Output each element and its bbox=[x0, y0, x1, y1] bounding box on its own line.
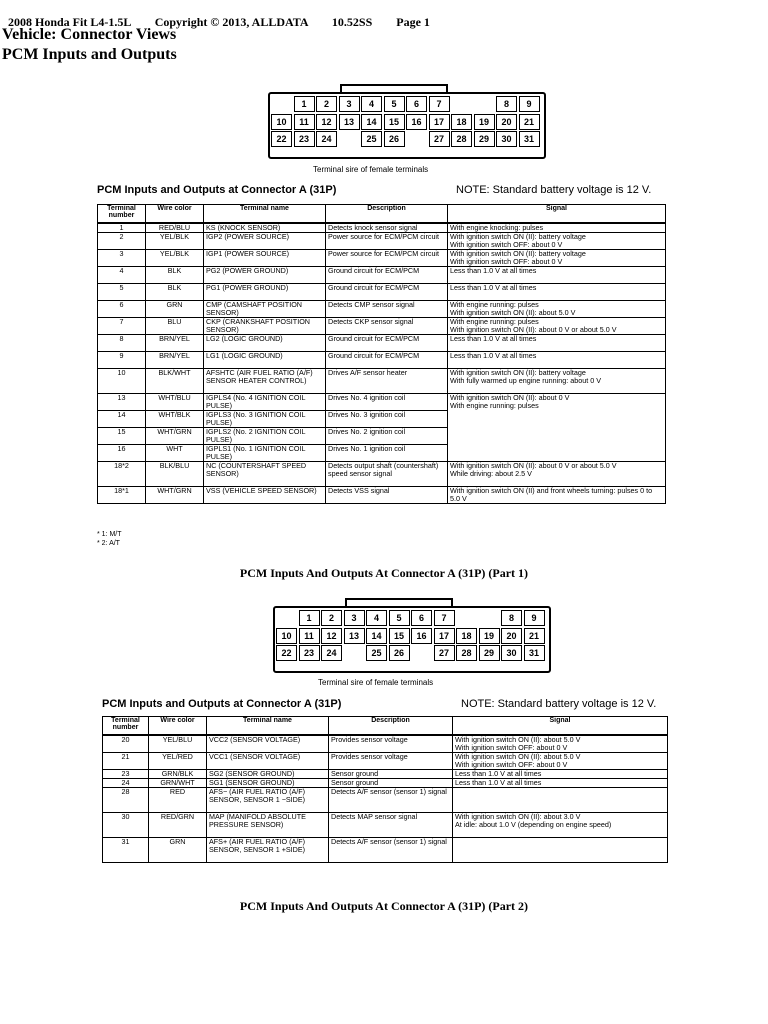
table-row bbox=[98, 368, 666, 393]
pin-8: 8 bbox=[501, 610, 522, 626]
pin-11: 11 bbox=[299, 628, 320, 644]
cell-wire-color: WHT/GRN bbox=[146, 427, 204, 444]
cell-terminal-name: AFS− (AIR FUEL RATIO (A/F) SENSOR, SENSOR 1 −SIDE) bbox=[207, 787, 329, 812]
header-vehicle: 2008 Honda Fit L4-1.5L bbox=[8, 15, 131, 29]
cell-description: Drives No. 4 ignition coil bbox=[326, 393, 448, 410]
connector-caption-part1: Terminal sire of female terminals bbox=[313, 165, 429, 174]
cell-signal: Less than 1.0 V at all times bbox=[448, 266, 666, 283]
pin-16: 16 bbox=[411, 628, 432, 644]
cell-description: Drives No. 2 ignition coil bbox=[326, 427, 448, 444]
pin-31: 31 bbox=[524, 645, 545, 661]
cell-terminal-name: LG2 (LOGIC GROUND) bbox=[204, 334, 326, 351]
cell-signal: With engine running: pulses With ignition switch ON (II): about 5.0 V bbox=[448, 300, 666, 317]
cell-signal: With ignition switch ON (II): about 0 V With engine running: pulses bbox=[448, 393, 666, 461]
cell-wire-color: YEL/BLU bbox=[149, 735, 207, 753]
pin-1: 1 bbox=[294, 96, 315, 112]
cell-signal bbox=[453, 787, 668, 812]
cell-terminal-name: IGPLS1 (No. 1 IGNITION COIL PULSE) bbox=[204, 444, 326, 461]
cell-wire-color: GRN bbox=[146, 300, 204, 317]
table-row bbox=[98, 351, 666, 368]
pin-20: 20 bbox=[501, 628, 522, 644]
cell-terminal: 6 bbox=[98, 300, 146, 317]
cell-description: Provides sensor voltage bbox=[329, 752, 453, 769]
connector-caption-part2: Terminal sire of female terminals bbox=[318, 678, 434, 687]
cell-terminal-name: IGPLS2 (No. 2 IGNITION COIL PULSE) bbox=[204, 427, 326, 444]
cell-terminal-name: IGP2 (POWER SOURCE) bbox=[204, 232, 326, 249]
cell-terminal-name: NC (COUNTERSHAFT SPEED SENSOR) bbox=[204, 461, 326, 486]
pin-12: 12 bbox=[316, 114, 337, 130]
table-row bbox=[103, 769, 668, 778]
header-version: 10.52SS bbox=[331, 15, 373, 29]
cell-terminal-name: VCC2 (SENSOR VOLTAGE) bbox=[207, 735, 329, 753]
header-copyright: Copyright © 2013, ALLDATA bbox=[154, 15, 308, 29]
cell-wire-color: WHT/BLK bbox=[146, 410, 204, 427]
cell-terminal: 9 bbox=[98, 351, 146, 368]
cell-description: Detects VSS signal bbox=[326, 486, 448, 503]
cell-wire-color: YEL/BLK bbox=[146, 249, 204, 266]
cell-terminal: 24 bbox=[103, 778, 149, 787]
pin-4: 4 bbox=[366, 610, 387, 626]
cell-terminal: 16 bbox=[98, 444, 146, 461]
cell-wire-color: BRN/YEL bbox=[146, 351, 204, 368]
cell-terminal-name: PG1 (POWER GROUND) bbox=[204, 283, 326, 300]
pin-26: 26 bbox=[389, 645, 410, 661]
pcm-table-part2 bbox=[102, 716, 668, 863]
cell-terminal: 28 bbox=[103, 787, 149, 812]
cell-signal: With engine knocking: pulses bbox=[448, 223, 666, 233]
cell-signal: Less than 1.0 V at all times bbox=[448, 351, 666, 368]
cell-wire-color: BLK/WHT bbox=[146, 368, 204, 393]
pin-17: 17 bbox=[434, 628, 455, 644]
page-title: Vehicle: Connector Views bbox=[2, 26, 177, 43]
cell-terminal: 1 bbox=[98, 223, 146, 233]
col-wire-color: Wire color bbox=[149, 717, 207, 735]
col-terminal-name: Terminal name bbox=[207, 717, 329, 735]
cell-description: Ground circuit for ECM/PCM bbox=[326, 266, 448, 283]
cell-terminal: 15 bbox=[98, 427, 146, 444]
cell-description: Detects A/F sensor (sensor 1) signal bbox=[329, 837, 453, 862]
cell-terminal: 8 bbox=[98, 334, 146, 351]
cell-signal bbox=[453, 837, 668, 862]
footnote-at: * 2: A/T bbox=[97, 540, 120, 547]
table-row bbox=[98, 283, 666, 300]
pin-29: 29 bbox=[474, 131, 495, 147]
pin-5: 5 bbox=[384, 96, 405, 112]
table-row bbox=[98, 317, 666, 334]
cell-wire-color: YEL/BLK bbox=[146, 232, 204, 249]
cell-description: Ground circuit for ECM/PCM bbox=[326, 334, 448, 351]
connector-latch bbox=[340, 84, 448, 94]
pin-15: 15 bbox=[384, 114, 405, 130]
cell-signal: With ignition switch ON (II): about 5.0 V With ignition switch OFF: about 0 V bbox=[453, 752, 668, 769]
pin-18: 18 bbox=[451, 114, 472, 130]
table-row bbox=[98, 232, 666, 249]
cell-description: Provides sensor voltage bbox=[329, 735, 453, 753]
pin-24: 24 bbox=[321, 645, 342, 661]
cell-wire-color: BLK bbox=[146, 266, 204, 283]
cell-terminal-name: VCC1 (SENSOR VOLTAGE) bbox=[207, 752, 329, 769]
pin-20: 20 bbox=[496, 114, 517, 130]
pin-6: 6 bbox=[406, 96, 427, 112]
cell-signal: Less than 1.0 V at all times bbox=[448, 283, 666, 300]
cell-terminal-name: IGPLS3 (No. 3 IGNITION COIL PULSE) bbox=[204, 410, 326, 427]
battery-note-part2: NOTE: Standard battery voltage is 12 V. bbox=[461, 698, 657, 710]
cell-terminal-name: KS (KNOCK SENSOR) bbox=[204, 223, 326, 233]
table-row bbox=[98, 486, 666, 503]
pin-7: 7 bbox=[434, 610, 455, 626]
cell-wire-color: WHT bbox=[146, 444, 204, 461]
table-row bbox=[103, 837, 668, 862]
pin-27: 27 bbox=[429, 131, 450, 147]
cell-description: Drives No. 3 ignition coil bbox=[326, 410, 448, 427]
cell-terminal-name: IGP1 (POWER SOURCE) bbox=[204, 249, 326, 266]
pin-28: 28 bbox=[456, 645, 477, 661]
cell-description: Detects knock sensor signal bbox=[326, 223, 448, 233]
cell-signal: Less than 1.0 V at all times bbox=[453, 778, 668, 787]
pin-17: 17 bbox=[429, 114, 450, 130]
pin-5: 5 bbox=[389, 610, 410, 626]
cell-description: Power source for ECM/PCM circuit bbox=[326, 249, 448, 266]
battery-note-part1: NOTE: Standard battery voltage is 12 V. bbox=[456, 184, 652, 196]
table-row bbox=[98, 249, 666, 266]
cell-terminal: 4 bbox=[98, 266, 146, 283]
pin-blank bbox=[344, 645, 365, 661]
cell-signal: With ignition switch ON (II): battery voltage With fully warmed up engine running: about 0 V bbox=[448, 368, 666, 393]
cell-wire-color: WHT/GRN bbox=[146, 486, 204, 503]
cell-terminal: 18*1 bbox=[98, 486, 146, 503]
cell-description: Ground circuit for ECM/PCM bbox=[326, 351, 448, 368]
pin-26: 26 bbox=[384, 131, 405, 147]
col-signal: Signal bbox=[453, 717, 668, 735]
col-terminal-number: Terminal number bbox=[103, 717, 149, 735]
cell-wire-color: GRN/BLK bbox=[149, 769, 207, 778]
table-row bbox=[98, 461, 666, 486]
cell-signal: Less than 1.0 V at all times bbox=[453, 769, 668, 778]
cell-terminal: 5 bbox=[98, 283, 146, 300]
cell-wire-color: YEL/RED bbox=[149, 752, 207, 769]
cell-description: Detects A/F sensor (sensor 1) signal bbox=[329, 787, 453, 812]
cell-signal: With ignition switch ON (II): about 5.0 V With ignition switch OFF: about 0 V bbox=[453, 735, 668, 753]
pin-10: 10 bbox=[271, 114, 292, 130]
cell-terminal: 18*2 bbox=[98, 461, 146, 486]
cell-wire-color: BLU bbox=[146, 317, 204, 334]
pin-21: 21 bbox=[524, 628, 545, 644]
cell-terminal-name: MAP (MANIFOLD ABSOLUTE PRESSURE SENSOR) bbox=[207, 812, 329, 837]
cell-description: Detects CMP sensor signal bbox=[326, 300, 448, 317]
cell-terminal: 30 bbox=[103, 812, 149, 837]
pin-25: 25 bbox=[366, 645, 387, 661]
table-row bbox=[103, 787, 668, 812]
pin-23: 23 bbox=[299, 645, 320, 661]
pin-31: 31 bbox=[519, 131, 540, 147]
pin-1: 1 bbox=[299, 610, 320, 626]
cell-description: Detects CKP sensor signal bbox=[326, 317, 448, 334]
cell-wire-color: RED/GRN bbox=[149, 812, 207, 837]
pin-18: 18 bbox=[456, 628, 477, 644]
cell-terminal: 13 bbox=[98, 393, 146, 410]
cell-signal: With ignition switch ON (II) and front wheels turning: pulses 0 to 5.0 V bbox=[448, 486, 666, 503]
cell-wire-color: BRN/YEL bbox=[146, 334, 204, 351]
cell-terminal: 7 bbox=[98, 317, 146, 334]
pin-9: 9 bbox=[519, 96, 540, 112]
table-row bbox=[98, 223, 666, 233]
cell-terminal-name: VSS (VEHICLE SPEED SENSOR) bbox=[204, 486, 326, 503]
col-signal: Signal bbox=[448, 205, 666, 223]
pin-24: 24 bbox=[316, 131, 337, 147]
pin-2: 2 bbox=[316, 96, 337, 112]
cell-description: Sensor ground bbox=[329, 778, 453, 787]
connector-latch bbox=[345, 598, 453, 608]
page-subtitle: PCM Inputs and Outputs bbox=[2, 46, 177, 63]
cell-wire-color: GRN/WHT bbox=[149, 778, 207, 787]
pcm-table-part1 bbox=[97, 204, 666, 504]
cell-signal: With ignition switch ON (II): about 3.0 V At idle: about 1.0 V (depending on engine speed) bbox=[453, 812, 668, 837]
table-row bbox=[103, 812, 668, 837]
pin-3: 3 bbox=[344, 610, 365, 626]
table-row bbox=[98, 266, 666, 283]
pin-2: 2 bbox=[321, 610, 342, 626]
cell-wire-color: BLK bbox=[146, 283, 204, 300]
pin-blank bbox=[411, 645, 432, 661]
table-heading-part2: PCM Inputs and Outputs at Connector A (31P) bbox=[102, 698, 342, 710]
pin-29: 29 bbox=[479, 645, 500, 661]
cell-terminal-name: LG1 (LOGIC GROUND) bbox=[204, 351, 326, 368]
pin-10: 10 bbox=[276, 628, 297, 644]
cell-terminal-name: CMP (CAMSHAFT POSITION SENSOR) bbox=[204, 300, 326, 317]
pin-3: 3 bbox=[339, 96, 360, 112]
pin-23: 23 bbox=[294, 131, 315, 147]
pin-blank bbox=[339, 131, 360, 147]
pin-21: 21 bbox=[519, 114, 540, 130]
pin-14: 14 bbox=[361, 114, 382, 130]
cell-terminal: 23 bbox=[103, 769, 149, 778]
pin-25: 25 bbox=[361, 131, 382, 147]
pin-15: 15 bbox=[389, 628, 410, 644]
pin-16: 16 bbox=[406, 114, 427, 130]
pin-28: 28 bbox=[451, 131, 472, 147]
cell-wire-color: WHT/BLU bbox=[146, 393, 204, 410]
caption-part1: PCM Inputs And Outputs At Connector A (31P) (Part 1) bbox=[239, 566, 529, 580]
pin-8: 8 bbox=[496, 96, 517, 112]
cell-terminal: 21 bbox=[103, 752, 149, 769]
cell-terminal: 2 bbox=[98, 232, 146, 249]
footnote-mt: * 1: M/T bbox=[97, 531, 122, 538]
pin-blank bbox=[406, 131, 427, 147]
cell-description: Ground circuit for ECM/PCM bbox=[326, 283, 448, 300]
col-terminal-name: Terminal name bbox=[204, 205, 326, 223]
cell-terminal-name: AFS+ (AIR FUEL RATIO (A/F) SENSOR, SENSOR 1 +SIDE) bbox=[207, 837, 329, 862]
cell-signal: With ignition switch ON (II): about 0 V or about 5.0 V While driving: about 2.5 V bbox=[448, 461, 666, 486]
table-row bbox=[103, 752, 668, 769]
cell-description: Drives No. 1 ignition coil bbox=[326, 444, 448, 461]
cell-wire-color: RED/BLU bbox=[146, 223, 204, 233]
table-row bbox=[103, 735, 668, 753]
pin-22: 22 bbox=[271, 131, 292, 147]
cell-signal: With ignition switch ON (II): battery voltage With ignition switch OFF: about 0 V bbox=[448, 249, 666, 266]
cell-description: Power source for ECM/PCM circuit bbox=[326, 232, 448, 249]
pin-27: 27 bbox=[434, 645, 455, 661]
cell-description: Drives A/F sensor heater bbox=[326, 368, 448, 393]
table-heading-part1: PCM Inputs and Outputs at Connector A (31P) bbox=[97, 184, 337, 196]
pin-13: 13 bbox=[339, 114, 360, 130]
cell-signal: With engine running: pulses With ignition switch ON (II): about 0 V or about 5.0 V bbox=[448, 317, 666, 334]
pin-30: 30 bbox=[501, 645, 522, 661]
table-row bbox=[98, 334, 666, 351]
col-description: Description bbox=[326, 205, 448, 223]
pin-4: 4 bbox=[361, 96, 382, 112]
pin-12: 12 bbox=[321, 628, 342, 644]
cell-terminal-name: AFSHTC (AIR FUEL RATIO (A/F) SENSOR HEATER CONTROL) bbox=[204, 368, 326, 393]
table-row bbox=[98, 300, 666, 317]
cell-wire-color: GRN bbox=[149, 837, 207, 862]
col-terminal-number: Terminal number bbox=[98, 205, 146, 223]
pin-30: 30 bbox=[496, 131, 517, 147]
cell-terminal-name: CKP (CRANKSHAFT POSITION SENSOR) bbox=[204, 317, 326, 334]
cell-description: Detects output shaft (countershaft) speed sensor signal bbox=[326, 461, 448, 486]
cell-terminal: 3 bbox=[98, 249, 146, 266]
col-description: Description bbox=[329, 717, 453, 735]
cell-signal: With ignition switch ON (II): battery voltage With ignition switch OFF: about 0 V bbox=[448, 232, 666, 249]
table-row bbox=[103, 778, 668, 787]
col-wire-color: Wire color bbox=[146, 205, 204, 223]
cell-wire-color: BLK/BLU bbox=[146, 461, 204, 486]
pin-14: 14 bbox=[366, 628, 387, 644]
cell-terminal-name: SG2 (SENSOR GROUND) bbox=[207, 769, 329, 778]
cell-terminal: 10 bbox=[98, 368, 146, 393]
pin-6: 6 bbox=[411, 610, 432, 626]
pin-19: 19 bbox=[474, 114, 495, 130]
caption-part2: PCM Inputs And Outputs At Connector A (31P) (Part 2) bbox=[239, 899, 529, 913]
cell-terminal-name: IGPLS4 (No. 4 IGNITION COIL PULSE) bbox=[204, 393, 326, 410]
pin-9: 9 bbox=[524, 610, 545, 626]
cell-description: Detects MAP sensor signal bbox=[329, 812, 453, 837]
cell-terminal-name: SG1 (SENSOR GROUND) bbox=[207, 778, 329, 787]
header-page: Page 1 bbox=[396, 15, 430, 29]
cell-terminal: 14 bbox=[98, 410, 146, 427]
pin-11: 11 bbox=[294, 114, 315, 130]
pin-7: 7 bbox=[429, 96, 450, 112]
pin-19: 19 bbox=[479, 628, 500, 644]
cell-wire-color: RED bbox=[149, 787, 207, 812]
cell-description: Sensor ground bbox=[329, 769, 453, 778]
cell-terminal-name: PG2 (POWER GROUND) bbox=[204, 266, 326, 283]
table-row bbox=[98, 393, 666, 410]
cell-terminal: 20 bbox=[103, 735, 149, 753]
cell-signal: Less than 1.0 V at all times bbox=[448, 334, 666, 351]
pin-13: 13 bbox=[344, 628, 365, 644]
cell-terminal: 31 bbox=[103, 837, 149, 862]
pin-22: 22 bbox=[276, 645, 297, 661]
